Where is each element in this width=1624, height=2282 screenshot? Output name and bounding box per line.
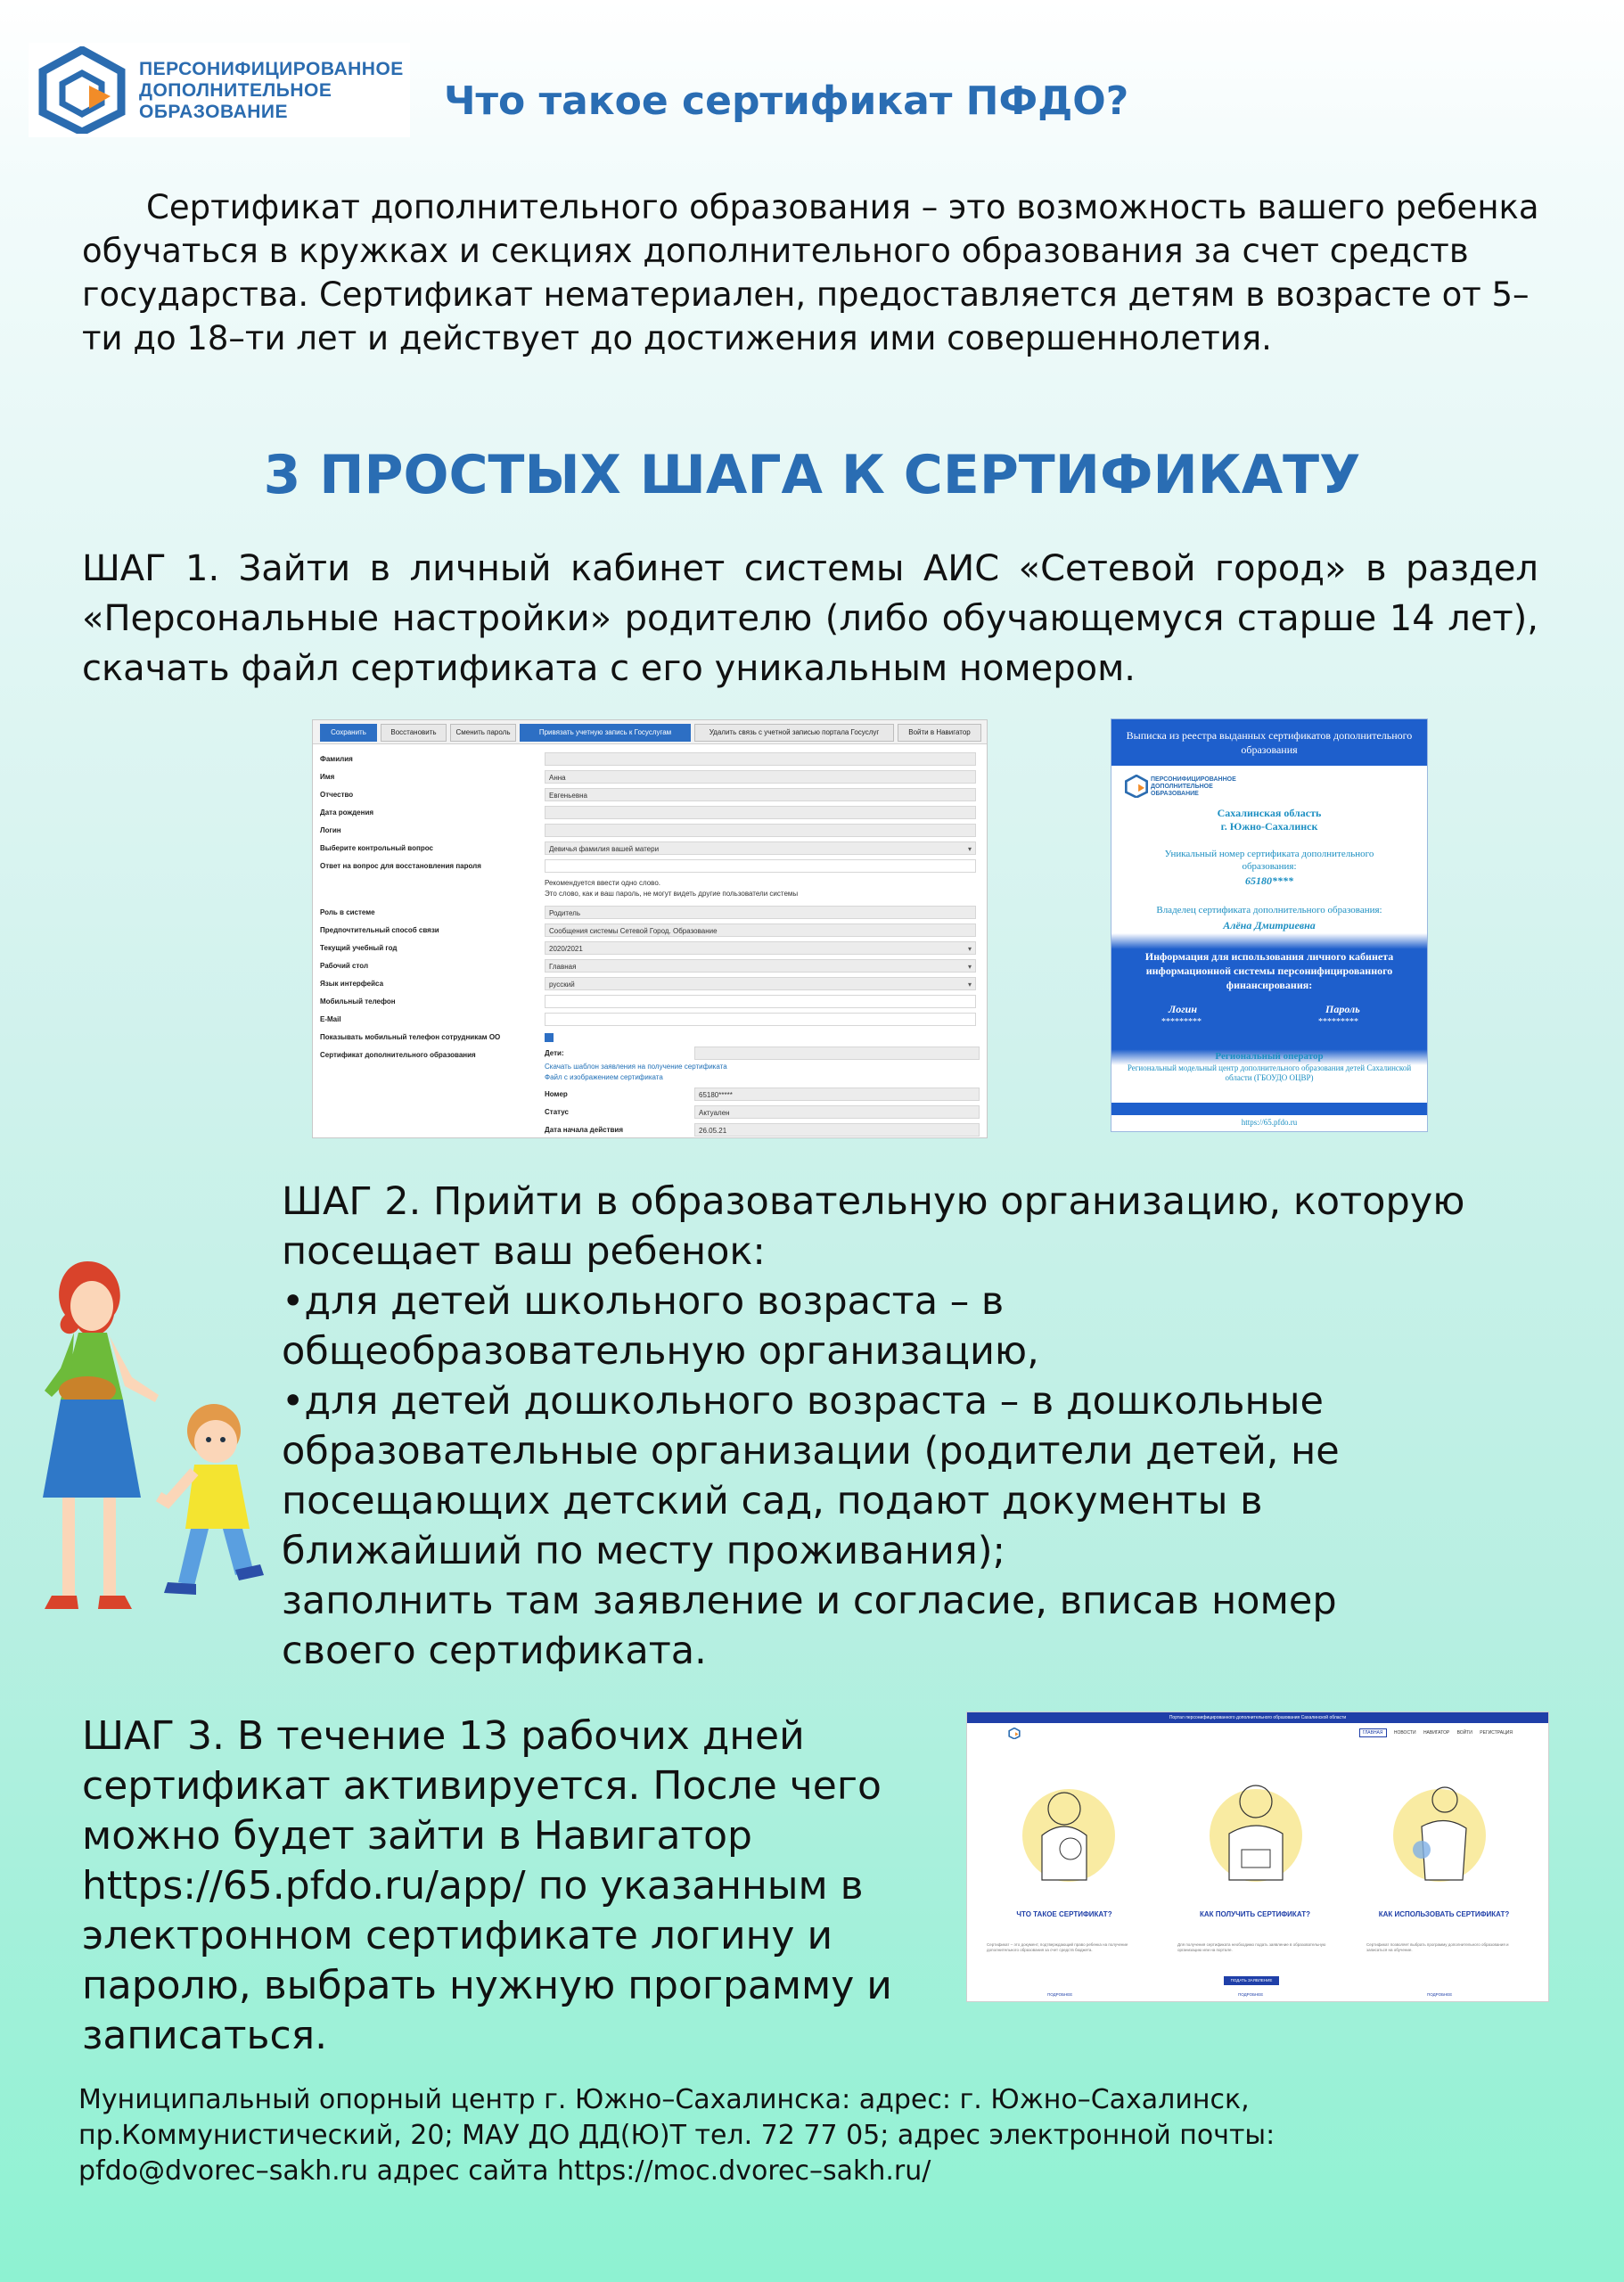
show-phone-checkbox[interactable] [545,1033,554,1042]
number-row: Номер 65180***** [545,1088,980,1101]
security-answer-field[interactable] [545,859,976,873]
step3-text: ШАГ 3. В течение 13 рабочих дней сертификат активируется. После чего можно будет зайти в Навигатор https://65.pfdo.ru/app/ по указанным в электронном сертификате логину и паролю, выбрать нужную программу и записаться. [82,1713,892,2058]
change-password-button[interactable]: Сменить пароль [450,724,516,742]
certificate-footer-bar [1111,1103,1427,1115]
nav-home[interactable]: ГЛАВНАЯ [1359,1728,1387,1737]
navigator-menu [1353,1730,1513,1736]
school-year-select[interactable]: 2020/2021 ▾ [545,941,976,955]
certificate-password-value: ********* [1318,1017,1358,1027]
form-row: Предпочтительный способ связи Сообщения системы Сетевой Город. Образование [320,923,980,938]
restore-button[interactable]: Восстановить [381,724,447,742]
firstname-field[interactable]: Анна [545,770,976,784]
start-date-row: Дата начала действия 26.05.21 [545,1123,980,1137]
form-row: Имя Анна [320,770,980,784]
download-template-link[interactable]: Скачать шаблон заявления на получение сертификата [545,1063,727,1071]
certificate-operator: Региональный модельный центр дополнительного образования детей Сахалинской области (ГБОУДО ОЦВР) [1127,1063,1412,1082]
certificate-owner: Алёна Дмитриевна [1223,919,1316,932]
certificate-login-label: Логин [1169,1003,1197,1015]
navigator-logo-icon [1008,1728,1021,1739]
certificate-operator-label: Региональный оператор [1215,1051,1324,1062]
patronymic-field[interactable]: Евгеньевна [545,788,976,801]
certificate-owner-label: Владелец сертификата дополнительного образования: [1156,905,1382,915]
how-to-get-certificate-illustration [1202,1764,1309,1889]
more-link[interactable]: ПОДРОБНЕЕ [1238,1992,1264,1997]
form-row: Роль в системе Родитель [320,906,980,920]
certificate-info: Информация для использования личного кабинета информационной системы персонифицированного финансирования: [1144,950,1394,991]
pfdo-logo-icon [36,46,128,134]
nav-navigator[interactable]: НАВИГАТОР [1423,1730,1450,1736]
children-select[interactable] [694,1047,980,1060]
desktop-select[interactable]: Главная ▾ [545,959,976,973]
form-toolbar [313,720,987,744]
login-field[interactable] [545,824,976,837]
certificate-logo-icon [1124,775,1149,798]
certificate-number-label: Уникальный номер сертификата дополнительного образования: [1164,849,1374,872]
link-gosuslugi-button[interactable]: Привязать учетную запись к Госуслугам [520,724,691,742]
steps-heading: 3 ПРОСТЫХ ШАГА К СЕРТИФИКАТУ [263,444,1361,506]
form-row: Фамилия [320,752,980,767]
step2-text: ШАГ 2. Прийти в образовательную организацию, которую посещает ваш ребенок: •для детей школьного возраста – в общеобразовательную организацию, •для детей дошкольного возраста – в дошкольные образовательные организации (родители детей, не посещающих детский сад, подают документы в ближайший по месту проживания); заполнить там заявление и согласие, вписав номер своего сертификата. [282,1179,1465,1673]
status-row: Статус Актуален [545,1105,980,1119]
nav-register[interactable]: РЕГИСТРАЦИЯ [1480,1730,1513,1736]
security-question-select[interactable]: Девичья фамилия вашей матери ▾ [545,841,976,855]
certificate-password-label: Пароль [1325,1003,1360,1015]
page-title: Что такое сертификат ПФДО? [444,78,1129,124]
birthdate-field[interactable] [545,806,976,819]
answer-hint: Рекомендуется ввести одно слово. [545,879,661,887]
nav-login[interactable]: ВОЙТИ [1456,1730,1472,1736]
form-row: Выберите контрольный вопрос Девичья фамилия вашей матери ▾ [320,841,980,856]
language-select[interactable]: русский ▾ [545,977,976,990]
form-row: Сертификат дополнительного образования [320,1051,476,1059]
children-row: Дети: [545,1047,980,1060]
form-row: Логин [320,824,980,838]
more-link[interactable]: ПОДРОБНЕЕ [1047,1992,1073,1997]
more-link[interactable]: ПОДРОБНЕЕ [1427,1992,1453,1997]
email-field[interactable] [545,1013,976,1026]
how-to-get-certificate-text: Для получения сертификата необходимо подать заявление в образовательную организацию или на портале. [1177,1942,1326,1952]
form-row: Текущий учебный год 2020/2021 ▾ [320,941,980,956]
how-to-use-certificate-text: Сертификат позволяет выбрать программу дополнительного образования и записаться на обучение. [1366,1942,1509,1952]
how-to-use-certificate-illustration [1386,1764,1493,1889]
personal-settings-screenshot [312,719,988,1138]
form-row: Рабочий стол Главная ▾ [320,959,980,973]
mother-and-child-illustration [25,1244,283,1636]
nav-news[interactable]: НОВОСТИ [1393,1730,1416,1736]
mobile-phone-field[interactable] [545,995,976,1008]
pfdo-logo-text: ПЕРСОНИФИЦИРОВАННОЕ ДОПОЛНИТЕЛЬНОЕ ОБРАЗОВАНИЕ [139,59,404,122]
certificate-region: Сахалинская область г. Южно-Сахалинск [1217,807,1322,833]
form-row: Отчество Евгеньевна [320,788,980,802]
unlink-gosuslugi-button[interactable]: Удалить связь с учетной записью портала Госуслуг [694,724,894,742]
what-is-certificate-text: Сертификат – это документ, подтверждающий право ребенка на получение дополнительного образования за счет средств бюджета. [987,1942,1128,1952]
form-row: Язык интерфейса русский ▾ [320,977,980,991]
certificate-login-value: ********* [1161,1017,1202,1027]
step1-text: ШАГ 1. Зайти в личный кабинет системы АИС «Сетевой город» в раздел «Персональные настройки» родителю (либо обучающемуся старше 14 лет), скачать файл сертификата с его уникальным номером. [82,548,1538,689]
role-field: Родитель [545,906,976,919]
footer-contacts: Муниципальный опорный центр г. Южно–Сахалинска: адрес: г. Южно–Сахалинск, пр.Коммунистический, 20; МАУ ДО ДД(Ю)Т тел. 72 77 05; адрес электронной почты: pfdo@dvorec–sakh.ru адрес сайта https://moc.dvorec–sakh.ru/ [78,2084,1275,2187]
how-to-get-certificate-caption: КАК ПОЛУЧИТЬ СЕРТИФИКАТ? [1200,1910,1310,1918]
navigator-login-button[interactable]: Войти в Навигатор [898,724,981,742]
certificate-logo-text: ПЕРСОНИФИЦИРОВАННОЕ ДОПОЛНИТЕЛЬНОЕ ОБРАЗОВАНИЕ [1151,776,1236,797]
form-row: Мобильный телефон [320,995,980,1009]
navigator-screenshot [966,1712,1549,2002]
certificate-header: Выписка из реестра выданных сертификатов дополнительного образования [1111,719,1427,766]
certificate-image [1111,718,1428,1132]
contact-method-field[interactable]: Сообщения системы Сетевой Город. Образование [545,923,976,937]
certificate-url: https://65.pfdo.ru [1241,1118,1298,1127]
form-row: E-Mail [320,1013,980,1027]
how-to-use-certificate-caption: КАК ИСПОЛЬЗОВАТЬ СЕРТИФИКАТ? [1378,1910,1510,1918]
form-row: Дата рождения [320,806,980,820]
pfdo-logo [29,43,410,137]
save-button[interactable]: Сохранить [320,724,377,742]
certificate-file-link[interactable]: Файл с изображением сертификата [545,1073,663,1081]
intro-paragraph: Сертификат дополнительного образования – это возможность вашего ребенка обучаться в кружках и секциях дополнительного образования за счет средств государства. Сертификат нематериален, предоставляется детям в возрасте от 5–ти до 18–ти лет и действует до достижения ими совершеннолетия. [82,188,1539,357]
navigator-topbar: Портал персонифицированного дополнительного образования Сахалинской области [967,1712,1548,1723]
certificate-number: 65180**** [1245,874,1293,887]
lastname-field[interactable] [545,752,976,766]
form-row: Показывать мобильный телефон сотрудникам ОО [320,1033,501,1041]
what-is-certificate-illustration [1015,1764,1122,1889]
answer-hint: Это слово, как и ваш пароль, не могут видеть другие пользователи системы [545,890,799,898]
what-is-certificate-caption: ЧТО ТАКОЕ СЕРТИФИКАТ? [1016,1910,1112,1918]
apply-button[interactable]: ПОДАТЬ ЗАЯВЛЕНИЕ [1224,1976,1279,1985]
form-row: Ответ на вопрос для восстановления пароля [320,859,980,874]
